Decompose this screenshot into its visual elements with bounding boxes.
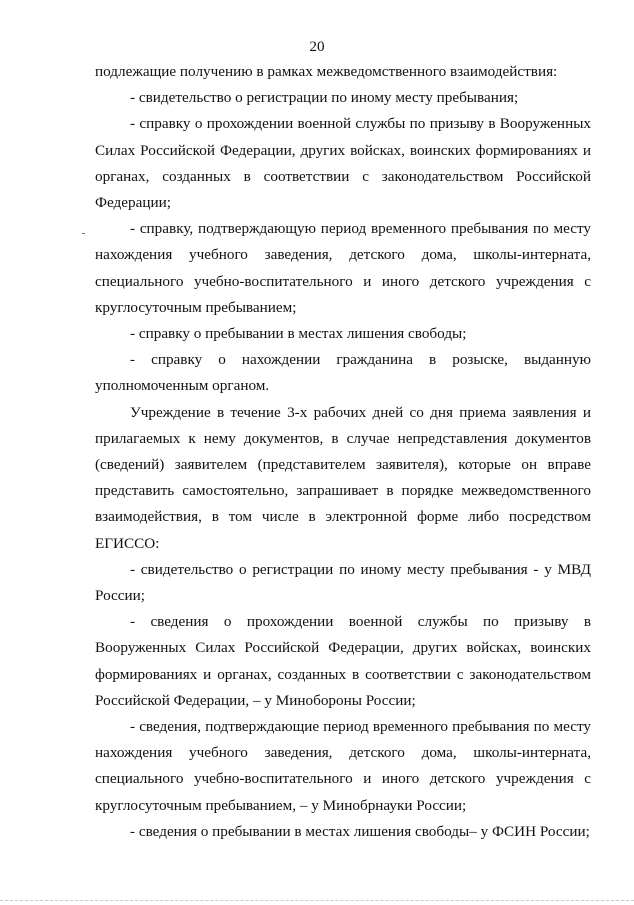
list-item-military-info-minoborony: - сведения о прохождении военной службы по призыву в Вооруженных Силах Российской Федерации, других войсках, воинских формированиях и органах, созданных в соответствии с законодательством Российской Федерации, – у Минобороны России; [95, 613, 591, 709]
paragraph-institution-request: Учреждение в течение 3-х рабочих дней со дня приема заявления и прилагаемых к нему документов, в случае непредставления документов (сведений) заявителем (представителем заявителя), которые он вправе представить самостоятельно, запрашивает в порядке межведомственного взаимодействия, в том числе в электронной форме либо посредством ЕГИССО: [95, 403, 591, 552]
list-item-wanted-certificate: - справку о нахождении гражданина в розыске, выданную уполномоченным органом. [95, 351, 591, 395]
list-item-military-service-certificate: - справку о прохождении военной службы по призыву в Вооруженных Силах Российской Федерации, других войсках, воинских формированиях и органах, созданных в соответствии с законодательством Российской Федерации; [95, 115, 591, 212]
page-number: 20 [309, 38, 325, 55]
list-item-temporary-stay-info-minobrnauki: - сведения, подтверждающие период временного пребывания по месту нахождения учебного заведения, детского дома, школы-интерната, специального учебно-воспитательного и иного детского учреждения с круглосуточным пребыванием, – у Минобрнауки России; [95, 718, 591, 814]
list-item-temporary-stay-certificate: - справку, подтверждающую период временного пребывания по месту нахождения учебного заведения, детского дома, школы-интерната, специального учебно-воспитательного и иного детского учреждения с круглосуточным пребыванием; [95, 220, 591, 316]
list-item-imprisonment-info-fsin: - сведения о пребывании в местах лишения свободы– у ФСИН России; [130, 822, 590, 840]
margin-mark [82, 233, 85, 234]
document-body [95, 59, 591, 845]
page-bottom-edge [0, 900, 634, 901]
list-item-registration-info-mvd: - свидетельство о регистрации по иному месту пребывания - у МВД России; [95, 560, 591, 605]
list-item-registration-certificate: - свидетельство о регистрации по иному месту пребывания; [130, 89, 519, 107]
paragraph-continuation: подлежащие получению в рамках межведомственного взаимодействия: [95, 63, 558, 80]
list-item-imprisonment-certificate: - справку о пребывании в местах лишения свободы; [130, 325, 467, 343]
